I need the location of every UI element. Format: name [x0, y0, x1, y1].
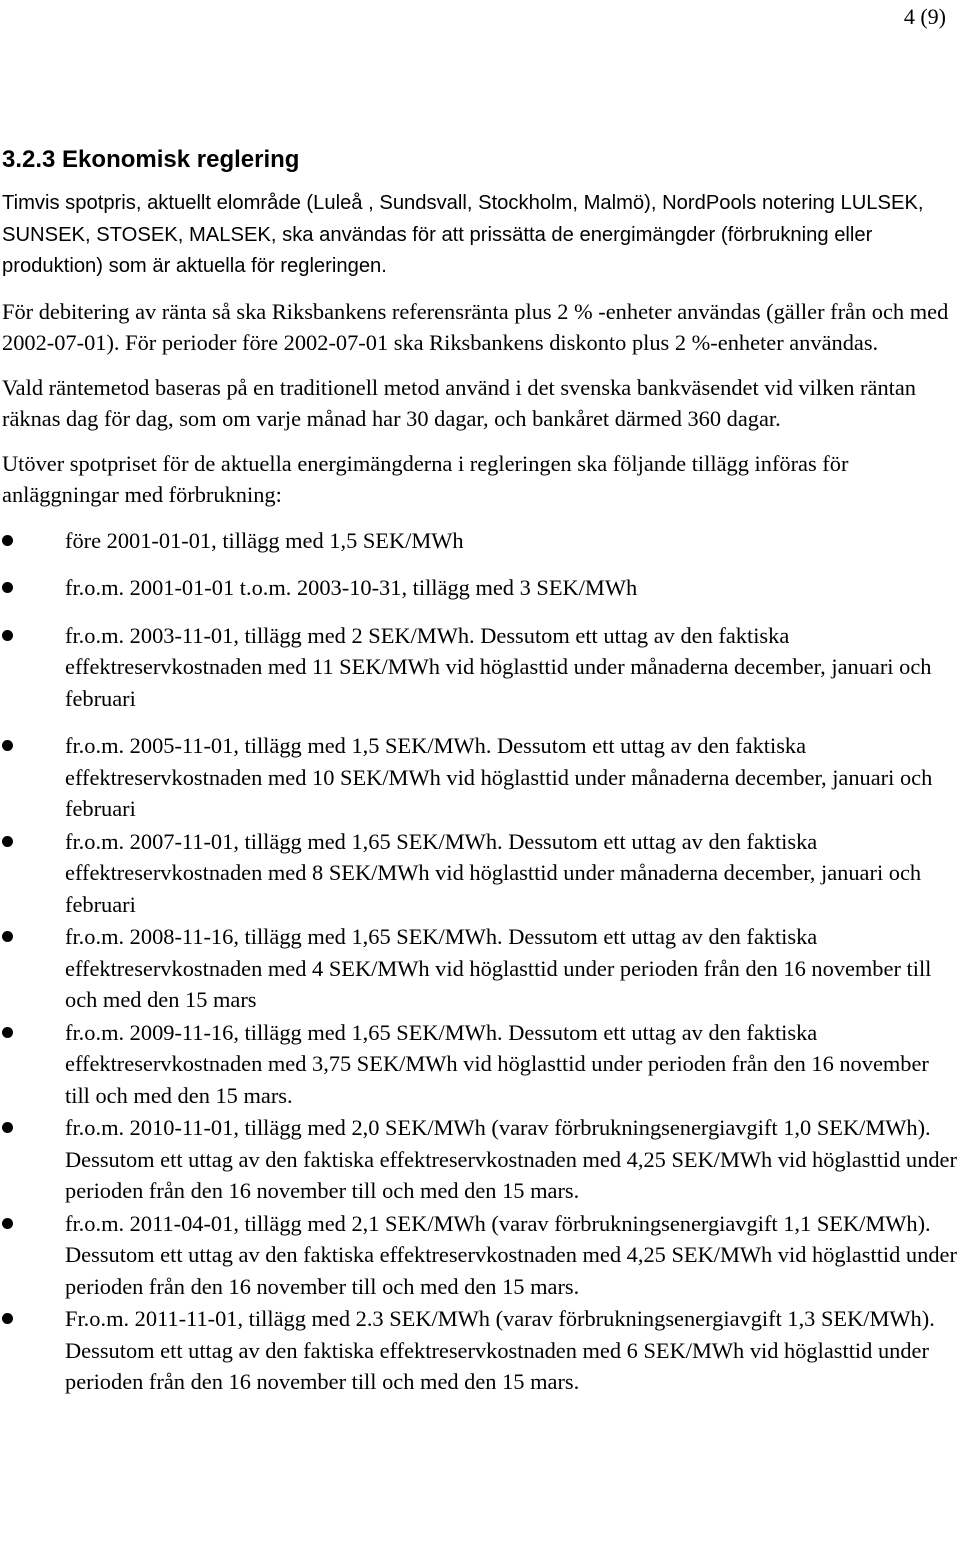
bullet-icon	[2, 630, 13, 641]
bullet-icon	[2, 1218, 13, 1229]
list-item: fr.o.m. 2001-01-01 t.o.m. 2003-10-31, tillägg med 3 SEK/MWh	[2, 572, 958, 604]
page-number: 4 (9)	[903, 4, 946, 29]
bullet-icon	[2, 582, 13, 593]
list-item: fr.o.m. 2007-11-01, tillägg med 1,65 SEK/MWh. Dessutom ett uttag av den faktiska effektreservkostnaden med 8 SEK/MWh vid höglasttid under månaderna december, januari och februari	[2, 826, 958, 921]
bullet-icon	[2, 1313, 13, 1324]
list-item: fr.o.m. 2011-04-01, tillägg med 2,1 SEK/MWh (varav förbrukningsenergiavgift 1,1 SEK/MWh). Dessutom ett uttag av den faktiska effektreservkostnaden med 4,25 SEK/MWh vid höglasttid under perioden från den 16 november till och med den 15 mars.	[2, 1208, 958, 1303]
document-body	[2, 188, 958, 1398]
bullet-icon	[2, 740, 13, 751]
list-item: före 2001-01-01, tillägg med 1,5 SEK/MWh	[2, 525, 958, 557]
bullet-icon	[2, 1027, 13, 1038]
list-item: fr.o.m. 2008-11-16, tillägg med 1,65 SEK/MWh. Dessutom ett uttag av den faktiska effektreservkostnaden med 4 SEK/MWh vid höglasttid under perioden från den 16 november till och med den 15 mars	[2, 921, 958, 1016]
bullet-icon	[2, 1122, 13, 1133]
surcharge-list	[2, 525, 958, 1398]
bullet-icon	[2, 836, 13, 847]
list-item: Fr.o.m. 2011-11-01, tillägg med 2.3 SEK/MWh (varav förbrukningsenergiavgift 1,3 SEK/MWh). Dessutom ett uttag av den faktiska effektreservkostnaden med 6 SEK/MWh vid höglasttid under perioden från den 16 november till och med den 15 mars.	[2, 1303, 958, 1398]
paragraph-spot-price: Timvis spotpris, aktuellt elområde (Luleå , Sundsvall, Stockholm, Malmö), NordPools notering LULSEK, SUNSEK, STOSEK, MALSEK, ska användas för att prissätta de energimängder (förbrukning eller produktion) som är aktuella för regleringen.	[2, 192, 924, 277]
list-item: fr.o.m. 2005-11-01, tillägg med 1,5 SEK/MWh. Dessutom ett uttag av den faktiska effektreservkostnaden med 10 SEK/MWh vid höglasttid under månaderna december, januari och februari	[2, 730, 958, 825]
section-heading: 3.2.3 Ekonomisk reglering	[2, 146, 300, 173]
list-item: fr.o.m. 2009-11-16, tillägg med 1,65 SEK/MWh. Dessutom ett uttag av den faktiska effektreservkostnaden med 3,75 SEK/MWh vid höglasttid under perioden från den 16 november till och med den 15 mars.	[2, 1017, 958, 1112]
paragraph-interest: För debitering av ränta så ska Riksbankens referensränta plus 2 % -enheter användas (gäller från och med 2002-07-01). För perioder före 2002-07-01 ska Riksbankens diskonto plus 2 %-enheter användas.	[2, 298, 949, 355]
list-item: fr.o.m. 2010-11-01, tillägg med 2,0 SEK/MWh (varav förbrukningsenergiavgift 1,0 SEK/MWh). Dessutom ett uttag av den faktiska effektreservkostnaden med 4,25 SEK/MWh vid höglasttid under perioden från den 16 november till och med den 15 mars.	[2, 1112, 958, 1207]
paragraph-interest-method: Vald räntemetod baseras på en traditionell metod använd i det svenska bankväsendet vid vilken räntan räknas dag för dag, som om varje månad har 30 dagar, och bankåret därmed 360 dagar.	[2, 374, 916, 431]
bullet-icon	[2, 535, 13, 546]
bullet-icon	[2, 931, 13, 942]
list-item: fr.o.m. 2003-11-01, tillägg med 2 SEK/MWh. Dessutom ett uttag av den faktiska effektreservkostnaden med 11 SEK/MWh vid höglasttid under månaderna december, januari och februari	[2, 620, 958, 715]
paragraph-surcharges: Utöver spotpriset för de aktuella energimängderna i regleringen ska följande tillägg införas för anläggningar med förbrukning:	[2, 450, 849, 507]
